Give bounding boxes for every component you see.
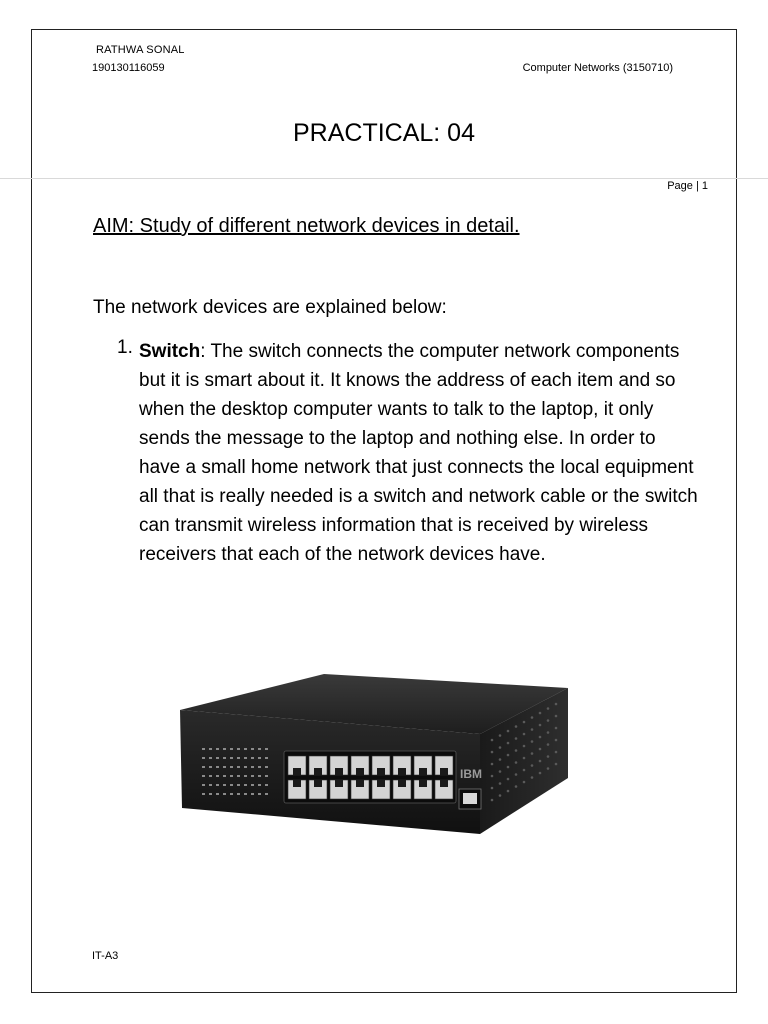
author-name: RATHWA SONAL — [96, 44, 185, 56]
list-item — [139, 337, 699, 569]
list-item-description: : The switch connects the computer network components but it is smart about it. It knows the address of each item and so when the desktop computer wants to talk to the laptop, it only sends the message to the laptop and nothing else. In order to have a small home network that just connects the local equipment all that is really needed is a switch and network cable or the switch can transmit wireless information that is received by wireless receivers that each of the network devices have. — [139, 341, 698, 565]
header-divider — [0, 178, 768, 179]
enrollment-number: 190130116059 — [92, 62, 165, 74]
page-number: Page | 1 — [667, 180, 708, 192]
practical-title: PRACTICAL: 04 — [292, 119, 475, 147]
brand-logo: IBM — [460, 767, 482, 781]
aim-heading: AIM: Study of different network devices in detail. — [93, 215, 520, 237]
intro-text: The network devices are explained below: — [93, 297, 447, 318]
course-name: Computer Networks (3150710) — [522, 62, 673, 74]
list-item-term: Switch — [139, 341, 201, 362]
list-item-number: 1. — [117, 337, 133, 358]
footer-label: IT-A3 — [92, 950, 119, 962]
network-switch-image — [176, 668, 576, 853]
